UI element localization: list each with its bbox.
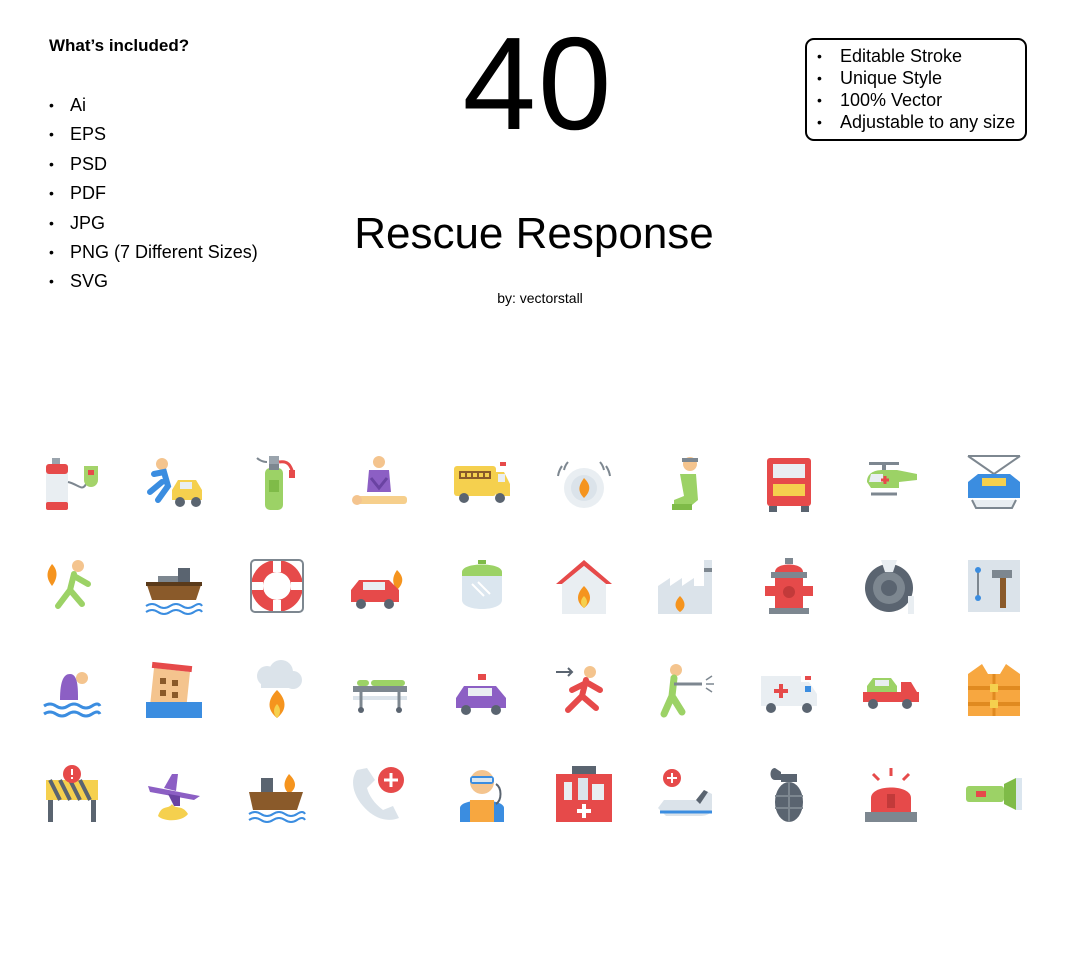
included-title: What’s included? xyxy=(49,36,190,55)
stretcher-icon xyxy=(349,660,409,720)
format-item: • Ai xyxy=(49,91,258,120)
features-box xyxy=(805,38,1027,141)
format-item: • PNG (7 Different Sizes) xyxy=(49,238,258,267)
feature-item: • Unique Style xyxy=(817,67,1025,89)
fire-truck-icon xyxy=(452,452,512,512)
format-item: • EPS xyxy=(49,120,258,149)
icon-grid xyxy=(42,452,1042,824)
ship-fire-icon xyxy=(247,764,307,824)
face-shield-icon xyxy=(452,556,512,616)
firefighter-icon xyxy=(656,452,716,512)
tow-truck-icon xyxy=(861,660,921,720)
flooded-building-icon xyxy=(144,660,204,720)
fire-engine-front-icon xyxy=(759,452,819,512)
grenade-icon xyxy=(759,764,819,824)
lifeguard-icon xyxy=(452,764,512,824)
plane-crash-icon xyxy=(144,764,204,824)
rescue-jet-ski-icon xyxy=(656,764,716,824)
fire-hose-icon xyxy=(861,556,921,616)
feature-item: • 100% Vector xyxy=(817,89,1025,111)
icon-count: 40 xyxy=(462,10,614,157)
fire-smoke-icon xyxy=(247,660,307,720)
emergency-siren-icon xyxy=(861,764,921,824)
rescue-helicopter-icon xyxy=(861,452,921,512)
fire-hydrant-icon xyxy=(759,556,819,616)
format-item: • PSD xyxy=(49,150,258,179)
cpr-icon xyxy=(349,452,409,512)
drowning-swimmer-icon xyxy=(42,660,102,720)
first-aid-kit-icon xyxy=(554,764,614,824)
car-fire-icon xyxy=(349,556,409,616)
emergency-axe-box-icon xyxy=(964,556,1024,616)
fire-extinguisher-icon xyxy=(247,452,307,512)
emergency-call-icon xyxy=(349,764,409,824)
road-barrier-warning-icon xyxy=(42,764,102,824)
person-fleeing-fire-icon xyxy=(42,556,102,616)
byline: by: vectorstall xyxy=(497,290,583,306)
lifebuoy-icon xyxy=(247,556,307,616)
ambulance-icon xyxy=(759,660,819,720)
police-car-icon xyxy=(452,660,512,720)
format-item: • PDF xyxy=(49,179,258,208)
format-item: • JPG xyxy=(49,209,258,238)
car-accident-icon xyxy=(144,452,204,512)
feature-item: • Editable Stroke xyxy=(817,45,1025,67)
ship-icon xyxy=(144,556,204,616)
feature-item: • Adjustable to any size xyxy=(817,111,1025,133)
pack-title: Rescue Response xyxy=(354,209,714,258)
format-item: • SVG xyxy=(49,267,258,296)
factory-fire-icon xyxy=(656,556,716,616)
house-fire-icon xyxy=(554,556,614,616)
flashlight-icon xyxy=(964,764,1024,824)
emergency-exit-icon xyxy=(554,660,614,720)
firefighter-hose-icon xyxy=(656,660,716,720)
oxygen-tank-icon xyxy=(42,452,102,512)
car-lift-rescue-icon xyxy=(964,452,1024,512)
fire-alarm-icon xyxy=(554,452,614,512)
life-vest-icon xyxy=(964,660,1024,720)
